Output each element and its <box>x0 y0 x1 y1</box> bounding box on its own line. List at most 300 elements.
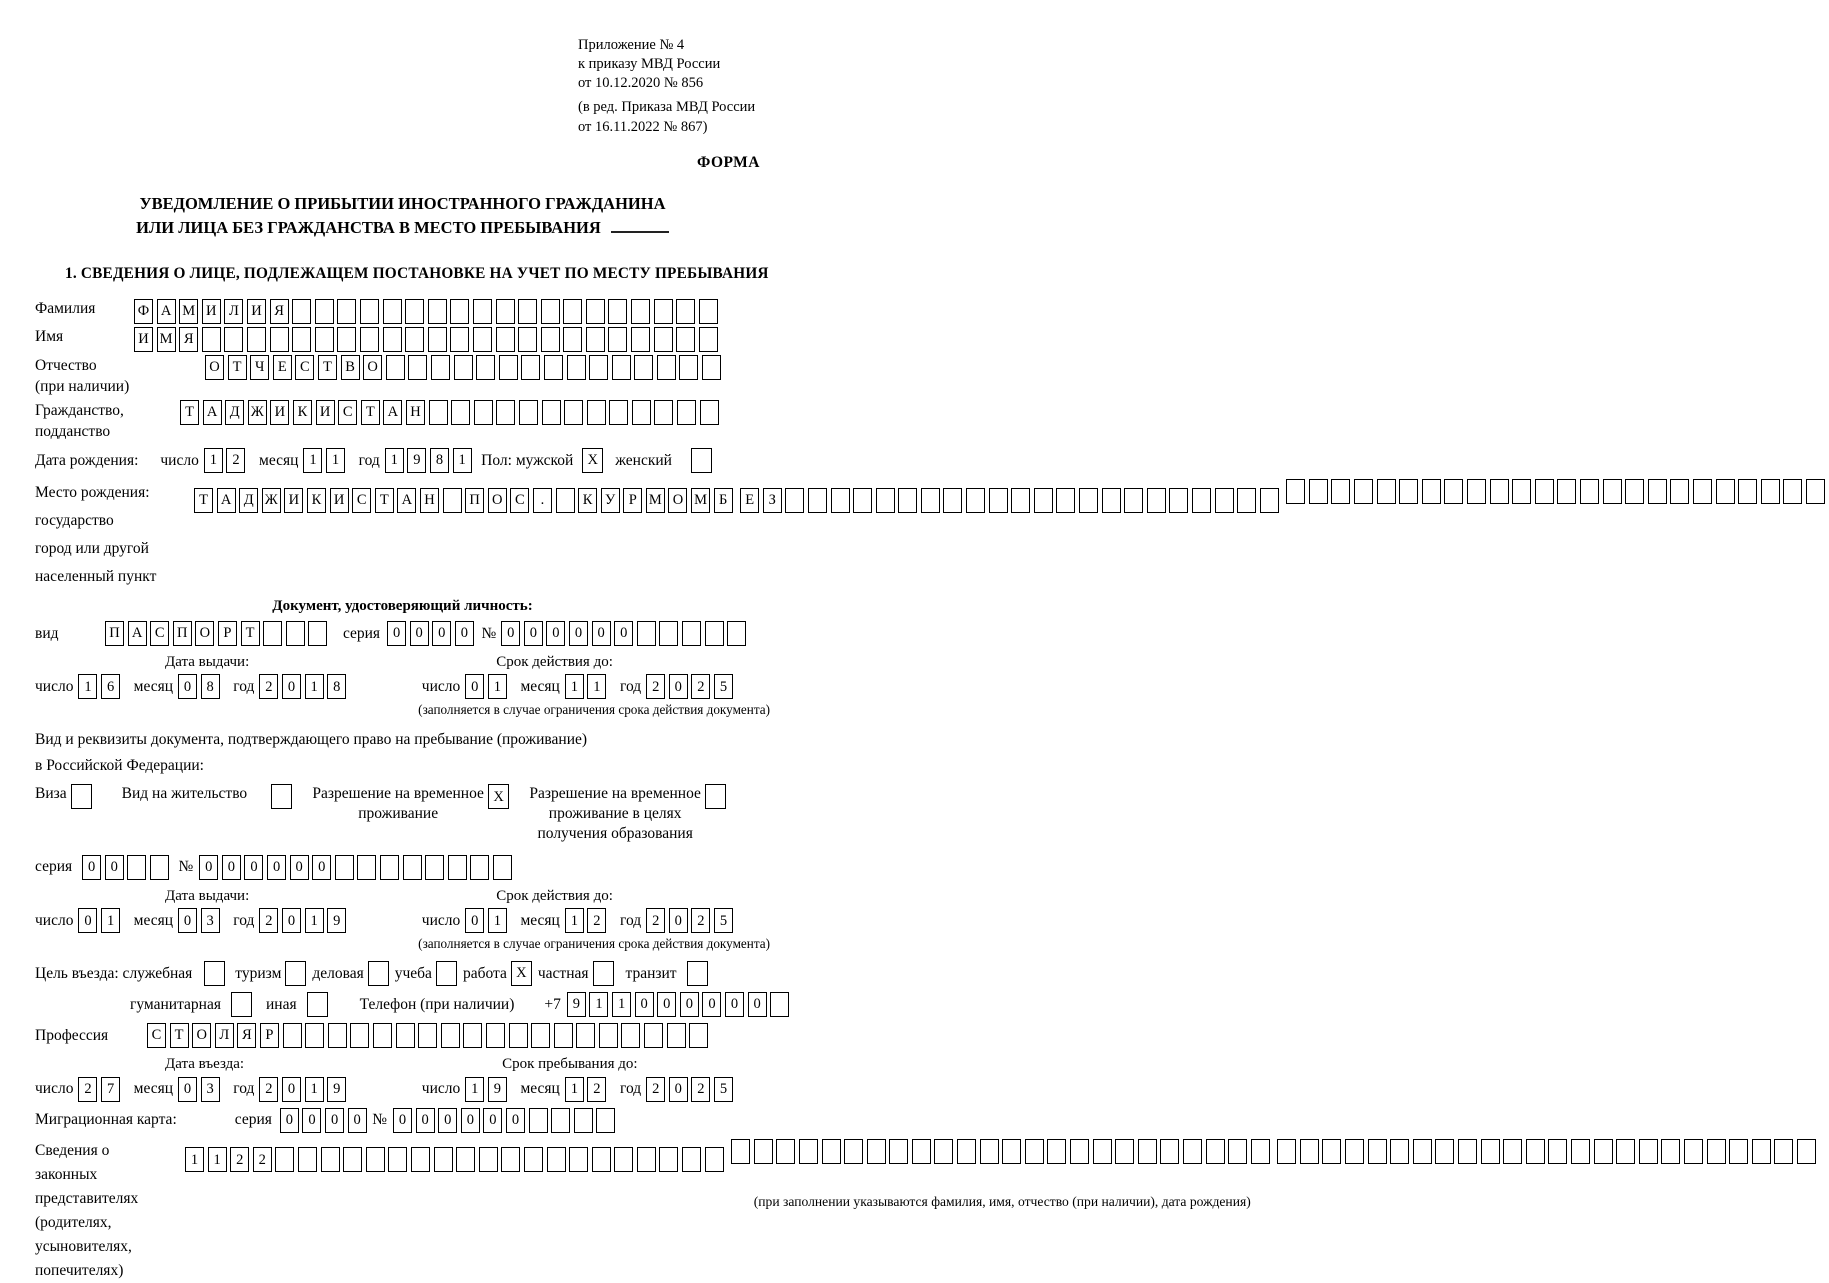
char-cell[interactable] <box>564 400 583 425</box>
char-cell[interactable]: 9 <box>567 992 586 1017</box>
char-cell[interactable] <box>898 488 917 513</box>
doc-kind-cells[interactable] <box>105 621 331 646</box>
char-cell[interactable] <box>1435 1139 1454 1164</box>
char-cell[interactable]: 5 <box>714 674 733 699</box>
char-cell[interactable]: 0 <box>569 621 588 646</box>
char-cell[interactable]: 0 <box>280 1108 299 1133</box>
char-cell[interactable] <box>659 621 678 646</box>
char-cell[interactable] <box>383 299 402 324</box>
residence-valid-year-cells[interactable] <box>646 908 736 933</box>
char-cell[interactable] <box>1761 479 1780 504</box>
char-cell[interactable]: Ж <box>262 488 281 513</box>
char-cell[interactable] <box>631 299 650 324</box>
char-cell[interactable]: 0 <box>748 992 767 1017</box>
char-cell[interactable] <box>1616 1139 1635 1164</box>
char-cell[interactable] <box>308 621 327 646</box>
char-cell[interactable] <box>989 488 1008 513</box>
char-cell[interactable]: 0 <box>592 621 611 646</box>
char-cell[interactable]: И <box>247 299 266 324</box>
char-cell[interactable] <box>1034 488 1053 513</box>
char-cell[interactable]: И <box>134 327 153 352</box>
char-cell[interactable] <box>405 299 424 324</box>
char-cell[interactable]: 1 <box>488 674 507 699</box>
char-cell[interactable]: 7 <box>101 1077 120 1102</box>
char-cell[interactable] <box>544 355 563 380</box>
doc-valid-year-cells[interactable] <box>646 674 736 699</box>
char-cell[interactable] <box>283 1023 302 1048</box>
entry-day-cells[interactable] <box>78 1077 123 1102</box>
char-cell[interactable] <box>1603 479 1622 504</box>
char-cell[interactable]: 0 <box>635 992 654 1017</box>
char-cell[interactable] <box>292 299 311 324</box>
char-cell[interactable] <box>1025 1139 1044 1164</box>
char-cell[interactable]: 0 <box>680 992 699 1017</box>
surname-cells[interactable] <box>134 299 721 324</box>
migration-series-cells[interactable] <box>280 1108 370 1133</box>
char-cell[interactable] <box>425 855 444 880</box>
purpose-business-checkbox[interactable] <box>368 961 389 986</box>
char-cell[interactable]: Р <box>260 1023 279 1048</box>
char-cell[interactable] <box>1467 479 1486 504</box>
residence-permit-checkbox[interactable] <box>271 784 292 809</box>
char-cell[interactable]: Я <box>179 327 198 352</box>
char-cell[interactable]: Т <box>361 400 380 425</box>
char-cell[interactable] <box>519 400 538 425</box>
char-cell[interactable]: 0 <box>348 1108 367 1133</box>
representatives-cells-2[interactable] <box>731 1139 1273 1164</box>
char-cell[interactable]: С <box>295 355 314 380</box>
char-cell[interactable] <box>315 299 334 324</box>
char-cell[interactable]: 0 <box>325 1108 344 1133</box>
char-cell[interactable] <box>654 299 673 324</box>
char-cell[interactable] <box>474 400 493 425</box>
char-cell[interactable] <box>867 1139 886 1164</box>
char-cell[interactable]: Я <box>270 299 289 324</box>
char-cell[interactable]: Л <box>224 299 243 324</box>
char-cell[interactable] <box>479 1147 498 1172</box>
char-cell[interactable] <box>776 1139 795 1164</box>
char-cell[interactable] <box>275 1147 294 1172</box>
char-cell[interactable] <box>876 488 895 513</box>
char-cell[interactable] <box>654 327 673 352</box>
char-cell[interactable] <box>373 1023 392 1048</box>
char-cell[interactable]: Е <box>740 488 759 513</box>
char-cell[interactable] <box>1138 1139 1157 1164</box>
char-cell[interactable] <box>596 1108 615 1133</box>
representatives-cells-1[interactable] <box>185 1147 727 1172</box>
char-cell[interactable]: 1 <box>305 908 324 933</box>
char-cell[interactable] <box>509 1023 528 1048</box>
char-cell[interactable] <box>853 488 872 513</box>
char-cell[interactable]: 1 <box>326 448 345 473</box>
char-cell[interactable] <box>657 355 676 380</box>
char-cell[interactable]: И <box>284 488 303 513</box>
char-cell[interactable]: З <box>763 488 782 513</box>
char-cell[interactable]: Р <box>218 621 237 646</box>
char-cell[interactable] <box>1079 488 1098 513</box>
char-cell[interactable] <box>360 299 379 324</box>
char-cell[interactable] <box>1093 1139 1112 1164</box>
char-cell[interactable] <box>1503 1139 1522 1164</box>
purpose-private-checkbox[interactable] <box>593 961 614 986</box>
char-cell[interactable]: 0 <box>669 1077 688 1102</box>
char-cell[interactable] <box>844 1139 863 1164</box>
doc-number-cells[interactable] <box>501 621 750 646</box>
representatives-cells-3[interactable] <box>1277 1139 1819 1164</box>
char-cell[interactable] <box>428 327 447 352</box>
char-cell[interactable] <box>1206 1139 1225 1164</box>
char-cell[interactable] <box>1806 479 1825 504</box>
char-cell[interactable] <box>1228 1139 1247 1164</box>
char-cell[interactable]: О <box>192 1023 211 1048</box>
visa-checkbox[interactable] <box>71 784 92 809</box>
char-cell[interactable]: 9 <box>407 448 426 473</box>
char-cell[interactable] <box>1594 1139 1613 1164</box>
char-cell[interactable] <box>1535 479 1554 504</box>
char-cell[interactable] <box>574 1108 593 1133</box>
char-cell[interactable]: 0 <box>465 674 484 699</box>
char-cell[interactable]: 2 <box>226 448 245 473</box>
sex-male-checkbox[interactable]: X <box>582 448 603 473</box>
char-cell[interactable] <box>1648 479 1667 504</box>
char-cell[interactable] <box>496 327 515 352</box>
char-cell[interactable]: 0 <box>702 992 721 1017</box>
char-cell[interactable]: И <box>270 400 289 425</box>
char-cell[interactable] <box>1413 1139 1432 1164</box>
char-cell[interactable]: 1 <box>587 674 606 699</box>
char-cell[interactable]: 2 <box>259 908 278 933</box>
char-cell[interactable] <box>612 355 631 380</box>
char-cell[interactable]: 0 <box>657 992 676 1017</box>
char-cell[interactable]: 9 <box>488 1077 507 1102</box>
char-cell[interactable] <box>450 327 469 352</box>
char-cell[interactable]: А <box>203 400 222 425</box>
char-cell[interactable] <box>496 400 515 425</box>
char-cell[interactable]: 1 <box>303 448 322 473</box>
char-cell[interactable] <box>608 327 627 352</box>
char-cell[interactable] <box>429 400 448 425</box>
char-cell[interactable] <box>321 1147 340 1172</box>
char-cell[interactable]: 0 <box>302 1108 321 1133</box>
char-cell[interactable]: 0 <box>501 621 520 646</box>
char-cell[interactable] <box>1797 1139 1816 1164</box>
doc-series-cells[interactable] <box>387 621 477 646</box>
char-cell[interactable]: 1 <box>305 1077 324 1102</box>
char-cell[interactable] <box>524 1147 543 1172</box>
char-cell[interactable] <box>1260 488 1279 513</box>
char-cell[interactable] <box>463 1023 482 1048</box>
char-cell[interactable] <box>676 327 695 352</box>
char-cell[interactable] <box>224 327 243 352</box>
char-cell[interactable]: 1 <box>488 908 507 933</box>
char-cell[interactable]: 0 <box>506 1108 525 1133</box>
char-cell[interactable] <box>634 355 653 380</box>
char-cell[interactable]: У <box>601 488 620 513</box>
char-cell[interactable]: К <box>307 488 326 513</box>
char-cell[interactable] <box>563 327 582 352</box>
char-cell[interactable]: 9 <box>327 908 346 933</box>
char-cell[interactable] <box>1390 1139 1409 1164</box>
char-cell[interactable] <box>473 327 492 352</box>
char-cell[interactable] <box>1774 1139 1793 1164</box>
char-cell[interactable] <box>541 299 560 324</box>
char-cell[interactable] <box>1056 488 1075 513</box>
char-cell[interactable]: 5 <box>714 908 733 933</box>
char-cell[interactable]: 1 <box>465 1077 484 1102</box>
char-cell[interactable] <box>1183 1139 1202 1164</box>
char-cell[interactable] <box>1684 1139 1703 1164</box>
char-cell[interactable] <box>1661 1139 1680 1164</box>
residence-issue-day-cells[interactable] <box>78 908 123 933</box>
char-cell[interactable] <box>1481 1139 1500 1164</box>
char-cell[interactable]: 1 <box>78 674 97 699</box>
doc-issue-month-cells[interactable] <box>178 674 223 699</box>
char-cell[interactable] <box>1368 1139 1387 1164</box>
char-cell[interactable] <box>822 1139 841 1164</box>
char-cell[interactable] <box>247 327 266 352</box>
char-cell[interactable] <box>450 299 469 324</box>
citizenship-cells[interactable] <box>180 400 722 425</box>
char-cell[interactable]: С <box>510 488 529 513</box>
char-cell[interactable] <box>1512 479 1531 504</box>
char-cell[interactable] <box>1729 1139 1748 1164</box>
char-cell[interactable]: М <box>157 327 176 352</box>
name-cells[interactable] <box>134 327 721 352</box>
char-cell[interactable]: 0 <box>410 621 429 646</box>
birth-place-cells-2[interactable] <box>740 488 1282 513</box>
char-cell[interactable]: С <box>352 488 371 513</box>
purpose-work-checkbox[interactable]: X <box>511 961 532 986</box>
char-cell[interactable] <box>699 299 718 324</box>
char-cell[interactable] <box>682 621 701 646</box>
purpose-other-checkbox[interactable] <box>307 992 328 1017</box>
char-cell[interactable] <box>569 1147 588 1172</box>
entry-year-cells[interactable] <box>259 1077 349 1102</box>
char-cell[interactable] <box>889 1139 908 1164</box>
char-cell[interactable] <box>587 400 606 425</box>
char-cell[interactable]: 8 <box>430 448 449 473</box>
char-cell[interactable]: 0 <box>244 855 263 880</box>
profession-cells[interactable] <box>147 1023 712 1048</box>
char-cell[interactable] <box>263 621 282 646</box>
char-cell[interactable] <box>1526 1139 1545 1164</box>
char-cell[interactable] <box>470 855 489 880</box>
char-cell[interactable]: 9 <box>327 1077 346 1102</box>
char-cell[interactable] <box>631 327 650 352</box>
char-cell[interactable] <box>770 992 789 1017</box>
char-cell[interactable]: Н <box>420 488 439 513</box>
residence-valid-month-cells[interactable] <box>565 908 610 933</box>
char-cell[interactable]: Т <box>194 488 213 513</box>
char-cell[interactable]: 2 <box>78 1077 97 1102</box>
char-cell[interactable] <box>586 327 605 352</box>
char-cell[interactable] <box>1124 488 1143 513</box>
char-cell[interactable] <box>754 1139 773 1164</box>
char-cell[interactable] <box>451 400 470 425</box>
char-cell[interactable]: К <box>293 400 312 425</box>
patronymic-cells[interactable] <box>205 355 725 380</box>
char-cell[interactable] <box>609 400 628 425</box>
char-cell[interactable] <box>702 355 721 380</box>
char-cell[interactable] <box>1557 479 1576 504</box>
char-cell[interactable] <box>921 488 940 513</box>
char-cell[interactable] <box>1102 488 1121 513</box>
char-cell[interactable] <box>434 1147 453 1172</box>
char-cell[interactable] <box>1345 1139 1364 1164</box>
char-cell[interactable]: М <box>691 488 710 513</box>
char-cell[interactable] <box>621 1023 640 1048</box>
char-cell[interactable]: 2 <box>253 1147 272 1172</box>
char-cell[interactable] <box>1286 479 1305 504</box>
char-cell[interactable]: Д <box>225 400 244 425</box>
char-cell[interactable]: О <box>363 355 382 380</box>
char-cell[interactable] <box>360 327 379 352</box>
char-cell[interactable]: 0 <box>222 855 241 880</box>
char-cell[interactable] <box>689 1023 708 1048</box>
char-cell[interactable]: П <box>105 621 124 646</box>
char-cell[interactable] <box>328 1023 347 1048</box>
char-cell[interactable]: 0 <box>669 908 688 933</box>
char-cell[interactable]: В <box>341 355 360 380</box>
char-cell[interactable] <box>731 1139 750 1164</box>
char-cell[interactable] <box>659 1147 678 1172</box>
char-cell[interactable] <box>637 621 656 646</box>
char-cell[interactable]: 0 <box>393 1108 412 1133</box>
char-cell[interactable] <box>1580 479 1599 504</box>
stay-month-cells[interactable] <box>565 1077 610 1102</box>
char-cell[interactable]: 0 <box>282 674 301 699</box>
entry-month-cells[interactable] <box>178 1077 223 1102</box>
char-cell[interactable]: О <box>205 355 224 380</box>
residence-issue-year-cells[interactable] <box>259 908 349 933</box>
char-cell[interactable]: 1 <box>208 1147 227 1172</box>
char-cell[interactable] <box>592 1147 611 1172</box>
purpose-official-checkbox[interactable] <box>204 961 225 986</box>
char-cell[interactable] <box>1625 479 1644 504</box>
char-cell[interactable]: 8 <box>327 674 346 699</box>
char-cell[interactable] <box>496 299 515 324</box>
char-cell[interactable]: 0 <box>438 1108 457 1133</box>
char-cell[interactable]: 0 <box>199 855 218 880</box>
stay-day-cells[interactable] <box>465 1077 510 1102</box>
char-cell[interactable] <box>357 855 376 880</box>
char-cell[interactable] <box>1752 1139 1771 1164</box>
char-cell[interactable] <box>473 299 492 324</box>
char-cell[interactable] <box>1548 1139 1567 1164</box>
char-cell[interactable]: 0 <box>465 908 484 933</box>
char-cell[interactable]: 1 <box>453 448 472 473</box>
char-cell[interactable] <box>292 327 311 352</box>
char-cell[interactable]: 0 <box>105 855 124 880</box>
char-cell[interactable]: 2 <box>259 1077 278 1102</box>
char-cell[interactable] <box>1309 479 1328 504</box>
char-cell[interactable] <box>518 327 537 352</box>
char-cell[interactable]: Т <box>180 400 199 425</box>
char-cell[interactable]: 1 <box>305 674 324 699</box>
char-cell[interactable] <box>980 1139 999 1164</box>
char-cell[interactable]: Т <box>375 488 394 513</box>
char-cell[interactable] <box>1251 1139 1270 1164</box>
char-cell[interactable]: 0 <box>282 908 301 933</box>
purpose-transit-checkbox[interactable] <box>687 961 708 986</box>
char-cell[interactable] <box>679 355 698 380</box>
char-cell[interactable]: . <box>533 488 552 513</box>
migration-number-cells[interactable] <box>393 1108 619 1133</box>
char-cell[interactable] <box>335 855 354 880</box>
char-cell[interactable]: 0 <box>432 621 451 646</box>
char-cell[interactable] <box>700 400 719 425</box>
char-cell[interactable] <box>1277 1139 1296 1164</box>
char-cell[interactable] <box>551 1108 570 1133</box>
char-cell[interactable] <box>456 1147 475 1172</box>
char-cell[interactable] <box>499 355 518 380</box>
sex-female-checkbox[interactable] <box>691 448 712 473</box>
char-cell[interactable] <box>556 488 575 513</box>
char-cell[interactable] <box>943 488 962 513</box>
char-cell[interactable]: 1 <box>204 448 223 473</box>
char-cell[interactable] <box>586 299 605 324</box>
char-cell[interactable]: Е <box>273 355 292 380</box>
purpose-tourism-checkbox[interactable] <box>285 961 306 986</box>
char-cell[interactable] <box>286 621 305 646</box>
char-cell[interactable] <box>428 299 447 324</box>
stay-year-cells[interactable] <box>646 1077 736 1102</box>
char-cell[interactable] <box>408 355 427 380</box>
char-cell[interactable]: А <box>128 621 147 646</box>
char-cell[interactable]: С <box>150 621 169 646</box>
char-cell[interactable] <box>1070 1139 1089 1164</box>
char-cell[interactable] <box>1716 479 1735 504</box>
char-cell[interactable]: 0 <box>524 621 543 646</box>
char-cell[interactable] <box>654 400 673 425</box>
birth-year-cells[interactable] <box>385 448 475 473</box>
char-cell[interactable]: 1 <box>565 908 584 933</box>
char-cell[interactable]: 0 <box>669 674 688 699</box>
char-cell[interactable] <box>1377 479 1396 504</box>
char-cell[interactable]: 2 <box>587 1077 606 1102</box>
char-cell[interactable]: 0 <box>282 1077 301 1102</box>
char-cell[interactable] <box>554 1023 573 1048</box>
char-cell[interactable]: 0 <box>455 621 474 646</box>
char-cell[interactable] <box>1458 1139 1477 1164</box>
char-cell[interactable] <box>431 355 450 380</box>
char-cell[interactable]: 0 <box>82 855 101 880</box>
char-cell[interactable]: 2 <box>646 674 665 699</box>
temp-residence-edu-checkbox[interactable] <box>705 784 726 809</box>
char-cell[interactable] <box>531 1023 550 1048</box>
char-cell[interactable]: 1 <box>565 674 584 699</box>
char-cell[interactable]: 3 <box>201 1077 220 1102</box>
char-cell[interactable] <box>1147 488 1166 513</box>
char-cell[interactable]: А <box>397 488 416 513</box>
char-cell[interactable] <box>343 1147 362 1172</box>
char-cell[interactable]: С <box>147 1023 166 1048</box>
char-cell[interactable]: 0 <box>546 621 565 646</box>
char-cell[interactable]: 2 <box>691 908 710 933</box>
purpose-humanitarian-checkbox[interactable] <box>231 992 252 1017</box>
char-cell[interactable]: Ф <box>134 299 153 324</box>
char-cell[interactable]: Б <box>714 488 733 513</box>
char-cell[interactable]: П <box>173 621 192 646</box>
char-cell[interactable] <box>350 1023 369 1048</box>
char-cell[interactable] <box>1399 479 1418 504</box>
char-cell[interactable] <box>1571 1139 1590 1164</box>
char-cell[interactable]: 0 <box>78 908 97 933</box>
char-cell[interactable] <box>785 488 804 513</box>
char-cell[interactable] <box>403 855 422 880</box>
char-cell[interactable] <box>608 299 627 324</box>
char-cell[interactable] <box>501 1147 520 1172</box>
